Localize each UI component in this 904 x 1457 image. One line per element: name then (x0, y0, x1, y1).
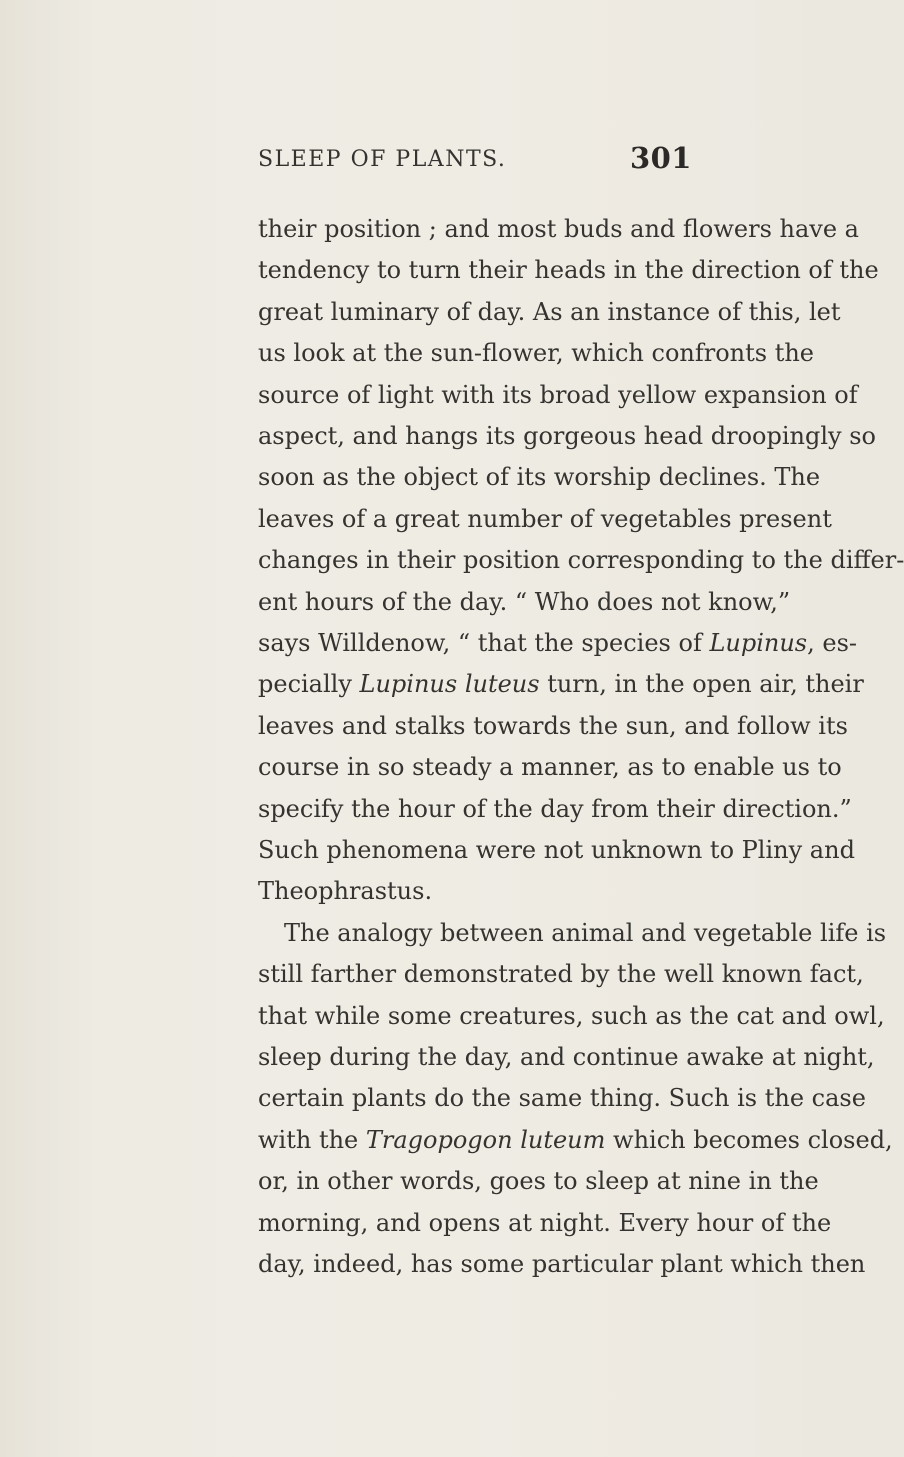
italic-term: Lupinus (709, 629, 808, 657)
text-segment: soon as the object of its worship declines. The (258, 463, 821, 492)
text-line (258, 417, 876, 455)
text-line (258, 458, 821, 496)
text-segment: certain plants do the same thing. Such is the case (258, 1084, 866, 1113)
running-title: SLEEP OF PLANTS. (258, 147, 507, 172)
text-segment: Such phenomena were not unknown to Pliny and (258, 836, 855, 864)
text-segment: changes in their position corresponding to the differ- (258, 546, 904, 575)
text-segment: Theophrastus. (258, 877, 433, 906)
text-segment: which becomes closed, (605, 1125, 893, 1154)
text-line (258, 1245, 866, 1283)
text-segment: leaves of a great number of vegetables present (258, 504, 832, 533)
text-line (258, 376, 858, 414)
text-line (258, 624, 858, 662)
text-line (258, 1162, 819, 1200)
italic-term: Lupinus luteus (359, 670, 540, 699)
text-line (258, 1121, 893, 1159)
text-segment: sleep during the day, and continue awake at night, (258, 1043, 875, 1071)
text-segment: morning, and opens at night. Every hour of the (258, 1208, 832, 1237)
text-segment: course in so steady a manner, as to enable us to (258, 753, 842, 782)
text-segment: aspect, and hangs its gorgeous head droopingly so (258, 422, 876, 450)
text-segment: or, in other words, goes to sleep at nine in the (258, 1167, 819, 1196)
italic-term: Tragopogon luteum (365, 1125, 606, 1154)
text-segment: says Willdenow, “ that the species of (258, 629, 710, 657)
text-segment: ent hours of the day. “ Who does not know,” (258, 587, 791, 616)
running-head (258, 141, 692, 179)
text-line (258, 790, 852, 828)
text-line (284, 914, 887, 952)
text-segment: turn, in the open air, their (539, 670, 864, 699)
text-segment: leaves and stalks towards the sun, and follow its (258, 711, 848, 740)
text-segment: specify the hour of the day from their direction.” (258, 794, 852, 823)
text-line (258, 665, 864, 703)
text-line (258, 707, 848, 745)
text-line (258, 334, 815, 372)
text-line (258, 831, 855, 869)
text-segment: their position ; and most buds and flowers have a (258, 215, 859, 243)
text-line (258, 1079, 866, 1117)
text-line (258, 500, 832, 538)
page-number: 301 (629, 141, 692, 175)
text-segment: source of light with its broad yellow expansion of (258, 380, 858, 409)
text-line (258, 293, 841, 331)
text-segment: The analogy between animal and vegetable life is (284, 918, 887, 947)
text-line (258, 251, 879, 289)
text-line (258, 1204, 832, 1242)
text-segment: great luminary of day. As an instance of this, let (258, 297, 841, 326)
text-line (258, 748, 842, 786)
text-line (258, 872, 692, 910)
text-line (258, 1038, 875, 1076)
text-segment: us look at the sun-flower, which confronts the (258, 339, 815, 368)
text-line (258, 955, 864, 993)
text-line (258, 583, 791, 621)
text-segment: pecially (258, 670, 360, 699)
text-line (258, 210, 859, 248)
text-line (258, 997, 885, 1035)
text-segment: , es- (807, 629, 858, 657)
text-segment: still farther demonstrated by the well known fact, (258, 960, 864, 989)
text-line (258, 541, 904, 579)
text-segment: with the (258, 1125, 366, 1154)
text-segment: tendency to turn their heads in the direction of the (258, 256, 879, 285)
text-segment: day, indeed, has some particular plant which then (258, 1250, 866, 1278)
text-segment: that while some creatures, such as the cat and owl, (258, 1001, 885, 1030)
